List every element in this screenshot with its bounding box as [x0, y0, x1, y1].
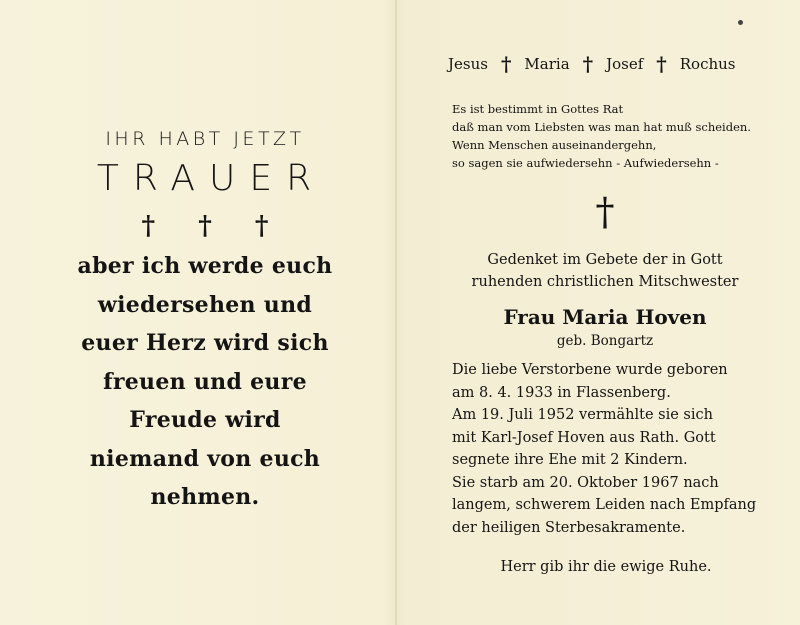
saint-name: Josef — [606, 55, 644, 73]
closing-prayer: Herr gib ihr die ewige Ruhe. — [500, 559, 712, 575]
saint-name: Rochus — [679, 55, 736, 73]
biography-line: Sie starb am 20. Oktober 1967 nach — [452, 474, 719, 491]
cross-icon: † — [656, 52, 667, 76]
poem-line: daß man vom Liebsten was man hat muß scheiden. — [452, 120, 751, 134]
biography — [452, 359, 782, 539]
biography-line: segnete ihre Ehe mit 2 Kindern. — [452, 452, 688, 468]
heading-line-2: TRAUER — [96, 158, 326, 199]
left-panel — [60, 128, 350, 517]
biography-line: mit Karl-Josef Hoven aus Rath. Gott — [452, 429, 716, 446]
heading-line-1: IHR HABT JETZT — [105, 128, 305, 150]
verse-line: nehmen. — [150, 484, 260, 510]
verse-line: aber ich werde euch — [77, 253, 333, 279]
remembrance-line: ruhenden christlichen Mitschwester — [471, 274, 739, 290]
verse-line: freuen und eure — [103, 368, 307, 395]
biography-line: der heiligen Sterbesakramente. — [452, 519, 686, 536]
verse-line: wiedersehen und — [97, 291, 313, 318]
biography-line: am 8. 4. 1933 in Flassenberg. — [452, 384, 671, 401]
remembrance-line: Gedenket im Gebete der in Gott — [487, 252, 723, 268]
ink-speck — [738, 20, 743, 25]
poem-line: so sagen sie aufwiedersehn - Aufwiedersehn - — [452, 156, 719, 170]
verse-line: Freude wird — [129, 407, 281, 433]
verse-line: niemand von euch — [89, 445, 321, 472]
deceased-name: Frau Maria Hoven — [503, 305, 707, 329]
birth-name: geb. Bongartz — [556, 333, 654, 349]
card-fold — [395, 0, 397, 625]
three-crosses: † † † — [141, 211, 269, 241]
right-panel — [420, 52, 780, 575]
cross-icon: † — [500, 52, 512, 76]
saint-name: Jesus — [448, 55, 488, 73]
cross-icon: † — [582, 52, 594, 76]
biography-line: langem, schwerem Leiden nach Empfang — [452, 497, 757, 513]
saints-line — [448, 52, 780, 76]
verse-line: euer Herz wird sich — [81, 330, 329, 356]
poem-line: Wenn Menschen auseinandergehn, — [452, 138, 657, 152]
biography-line: Die liebe Verstorbene wurde geboren — [452, 362, 728, 378]
remembrance-text — [430, 249, 780, 293]
large-cross-icon: † — [595, 190, 615, 234]
biography-line: Am 19. Juli 1952 vermählte sie sich — [452, 407, 713, 423]
poem — [452, 100, 780, 172]
saint-name: Maria — [524, 55, 570, 73]
poem-line: Es ist bestimmt in Gottes Rat — [452, 102, 624, 116]
